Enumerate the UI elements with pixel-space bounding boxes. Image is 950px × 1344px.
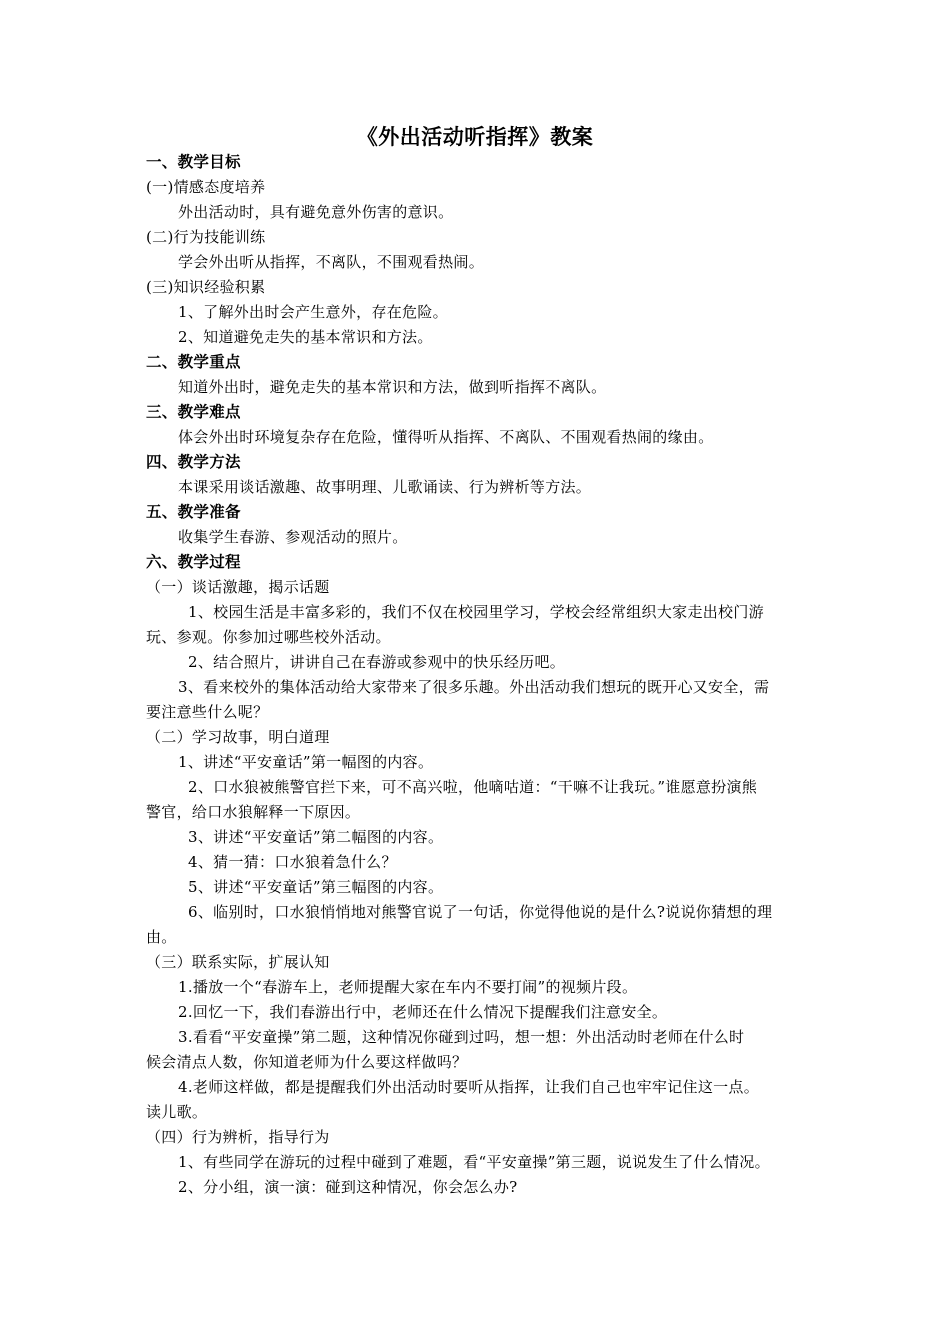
section-heading: 五、教学准备 — [146, 502, 241, 521]
text-line: 4、猜一猜：口水狼着急什么？ — [188, 853, 397, 871]
text-line: 本课采用谈话激趣、故事明理、儿歌诵读、行为辨析等方法。 — [178, 478, 592, 496]
text-line: 2、口水狼被熊警官拦下来，可不高兴啦，他嘀咕道：“干嘛不让我玩。”谁愿意扮演熊 — [188, 778, 758, 796]
text-line: 1、有些同学在游玩的过程中碰到了难题，看“平安童操”第三题，说说发生了什么情况。 — [178, 1153, 770, 1171]
text-line: 收集学生春游、参观活动的照片。 — [178, 528, 408, 546]
text-line: 要注意些什么呢？ — [146, 703, 269, 721]
text-line: 1、讲述“平安童话”第一幅图的内容。 — [178, 753, 434, 771]
text-line: （三）联系实际，扩展认知 — [146, 953, 330, 971]
text-line: (三)知识经验积累 — [146, 278, 266, 296]
text-line: 5、讲述“平安童话”第三幅图的内容。 — [188, 878, 444, 896]
document-title: 《外出活动听指挥》教案 — [356, 124, 594, 149]
text-line: 玩、参观。你参加过哪些校外活动。 — [146, 628, 391, 646]
text-line: 学会外出听从指挥，不离队，不围观看热闹。 — [178, 253, 485, 271]
text-line: （二）学习故事，明白道理 — [146, 728, 330, 746]
text-line: 4.老师这样做，都是提醒我们外出活动时要听从指挥，让我们自己也牢牢记住这一点。 — [178, 1078, 760, 1096]
text-line: 1.播放一个“春游车上，老师提醒大家在车内不要打闹”的视频片段。 — [178, 978, 638, 996]
text-line: (二)行为技能训练 — [146, 228, 266, 246]
section-heading: 四、教学方法 — [146, 452, 241, 471]
section-heading: 二、教学重点 — [146, 352, 241, 371]
text-line: 3、看来校外的集体活动给大家带来了很多乐趣。外出活动我们想玩的既开心又安全，需 — [178, 678, 770, 696]
text-line: （一）谈话激趣，揭示话题 — [146, 578, 330, 596]
text-line: 3、讲述“平安童话”第二幅图的内容。 — [188, 828, 444, 846]
text-line: 知道外出时，避免走失的基本常识和方法，做到听指挥不离队。 — [178, 378, 607, 396]
text-line: 2、分小组，演一演：碰到这种情况，你会怎么办? — [178, 1178, 518, 1196]
text-line: 由。 — [146, 928, 177, 946]
text-line: （四）行为辨析，指导行为 — [146, 1128, 330, 1146]
text-line: 3.看看“平安童操”第二题，这种情况你碰到过吗，想一想：外出活动时老师在什么时 — [178, 1028, 745, 1046]
section-heading: 六、教学过程 — [146, 552, 241, 571]
section-heading: 一、教学目标 — [146, 152, 241, 171]
section-heading: 三、教学难点 — [146, 402, 241, 421]
text-line: 6、临别时，口水狼悄悄地对熊警官说了一句话，你觉得他说的是什么?说说你猜想的理 — [188, 903, 773, 921]
text-line: 读儿歌。 — [146, 1103, 208, 1121]
text-line: 2.回忆一下，我们春游出行中，老师还在什么情况下提醒我们注意安全。 — [178, 1003, 668, 1021]
text-line: 1、校园生活是丰富多彩的，我们不仅在校园里学习，学校会经常组织大家走出校门游 — [188, 603, 764, 621]
text-line: 外出活动时，具有避免意外伤害的意识。 — [178, 203, 454, 221]
text-line: 2、知道避免走失的基本常识和方法。 — [178, 328, 433, 346]
text-line: 候会清点人数，你知道老师为什么要这样做吗？ — [146, 1053, 468, 1071]
text-line: (一)情感态度培养 — [146, 178, 266, 196]
text-line: 1、了解外出时会产生意外，存在危险。 — [178, 303, 448, 321]
text-line: 2、结合照片，讲讲自己在春游或参观中的快乐经历吧。 — [188, 653, 566, 671]
text-line: 体会外出时环境复杂存在危险，懂得听从指挥、不离队、不围观看热闹的缘由。 — [178, 428, 714, 446]
text-line: 警官，给口水狼解释一下原因。 — [146, 803, 361, 821]
